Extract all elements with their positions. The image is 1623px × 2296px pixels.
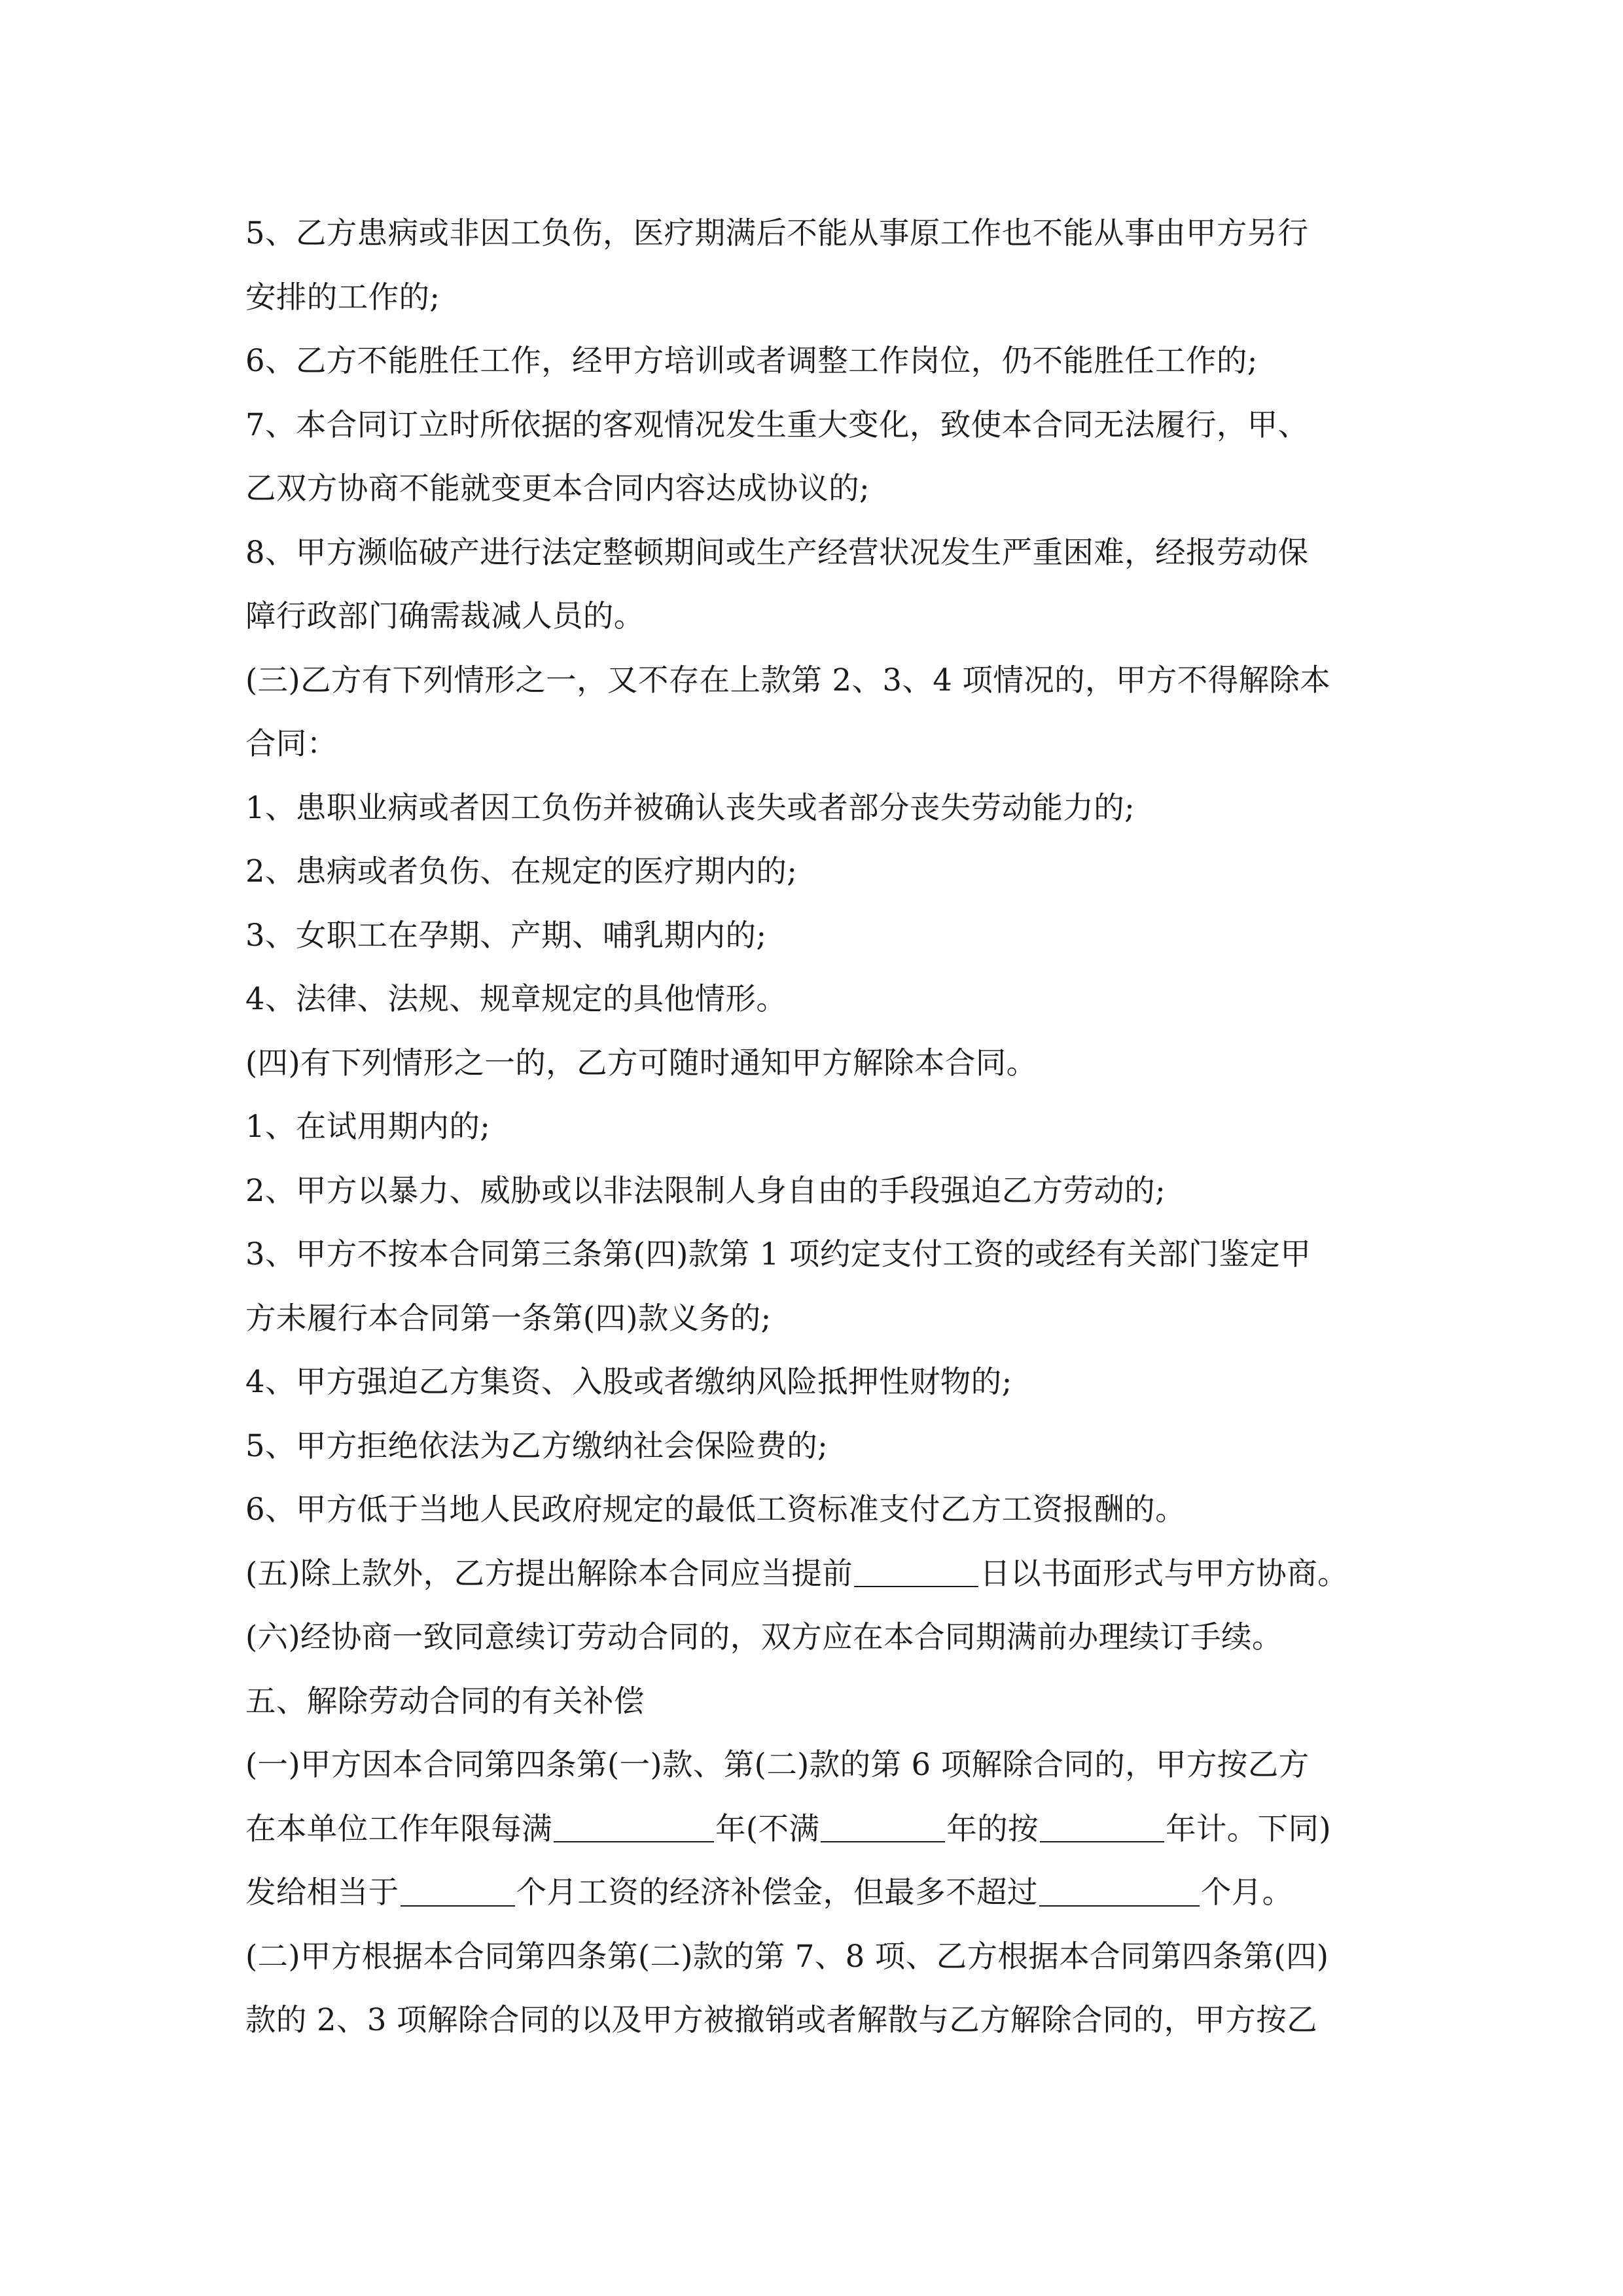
text-line: 3、甲方不按本合同第三条第(四)款第 1 项约定支付工资的或经有关部门鉴定甲 <box>245 1236 1311 1272</box>
text-line: (三)乙方有下列情形之一，又不存在上款第 2、3、4 项情况的，甲方不得解除本 <box>245 662 1331 698</box>
text-line: 合同： <box>245 726 338 761</box>
text-line: 3、女职工在孕期、产期、哺乳期内的; <box>245 917 767 953</box>
text-line: 1、在试用期内的; <box>245 1109 491 1144</box>
text-line: 障行政部门确需裁减人员的。 <box>245 598 645 634</box>
text-line: 5、甲方拒绝依法为乙方缴纳社会保险费的; <box>245 1427 829 1463</box>
section-title: 五、解除劳动合同的有关补偿 <box>245 1683 645 1719</box>
text-segment: 年(不满 <box>715 1810 820 1846</box>
text-line: (四)有下列情形之一的，乙方可随时通知甲方解除本合同。 <box>245 1045 1037 1081</box>
blank-max-months-field[interactable] <box>1039 1874 1200 1907</box>
text-segment: 个月工资的经济补偿金，但最多不超过 <box>516 1874 1038 1910</box>
text-segment: 年计。下同) <box>1165 1810 1331 1846</box>
text-line: 6、乙方不能胜任工作，经甲方培训或者调整工作岗位，仍不能胜任工作的; <box>245 343 1258 378</box>
text-line: 方未履行本合同第一条第(四)款义务的; <box>245 1300 772 1336</box>
text-segment: 年的按 <box>946 1810 1039 1846</box>
blank-less-than-field[interactable] <box>821 1811 945 1843</box>
text-line: 4、甲方强迫乙方集资、入股或者缴纳风险抵押性财物的; <box>245 1364 1012 1399</box>
text-line: 2、甲方以暴力、威胁或以非法限制人身自由的手段强迫乙方劳动的; <box>245 1172 1166 1208</box>
clause-5-line <box>245 1542 1387 1606</box>
compensation-1-line-2 <box>245 1797 1387 1861</box>
text-line: 7、本合同订立时所依据的客观情况发生重大变化，致使本合同无法履行，甲、 <box>245 406 1309 442</box>
blank-count-as-field[interactable] <box>1040 1811 1164 1843</box>
blank-months-field[interactable] <box>401 1874 515 1907</box>
compensation-2-line-1: (二)甲方根据本合同第四条第(二)款的第 7、8 项、乙方根据本合同第四条第(四) <box>245 1938 1329 1974</box>
text-line: 4、法律、法规、规章规定的具他情形。 <box>245 981 787 1016</box>
compensation-1-line-3 <box>245 1861 1387 1925</box>
compensation-2-line-2: 款的 2、3 项解除合同的以及甲方被撤销或者解散与乙方解除合同的，甲方按乙 <box>245 2002 1318 2037</box>
clause-5-text: (五)除上款外，乙方提出解除本合同应当提前 <box>245 1555 853 1591</box>
blank-years-field[interactable] <box>554 1811 714 1843</box>
blank-days-field[interactable] <box>854 1556 978 1588</box>
text-line: 安排的工作的; <box>245 279 440 315</box>
text-line: 2、患病或者负伤、在规定的医疗期内的; <box>245 853 798 889</box>
text-line: 1、患职业病或者因工负伤并被确认丧失或者部分丧失劳动能力的; <box>245 789 1135 825</box>
text-line: 8、甲方濒临破产进行法定整顿期间或生产经营状况发生严重困难，经报劳动保 <box>245 534 1309 570</box>
clause-6-line: (六)经协商一致同意续订劳动合同的，双方应在本合同期满前办理续订手续。 <box>245 1619 1283 1655</box>
text-line: 5、乙方患病或非因工负伤，医疗期满后不能从事原工作也不能从事由甲方另行 <box>245 215 1309 251</box>
text-line: 乙双方协商不能就变更本合同内容达成协议的; <box>245 471 870 506</box>
text-segment: 个月。 <box>1200 1874 1293 1910</box>
text-line: 6、甲方低于当地人民政府规定的最低工资标准支付乙方工资报酬的。 <box>245 1492 1186 1527</box>
document-page <box>245 202 1387 2053</box>
text-segment: 发给相当于 <box>245 1874 399 1910</box>
compensation-1-line-1: (一)甲方因本合同第四条第(一)款、第(二)款的第 6 项解除合同的，甲方按乙方 <box>245 1747 1310 1782</box>
clause-5-text-end: 日以书面形式与甲方协商。 <box>980 1555 1348 1591</box>
text-segment: 在本单位工作年限每满 <box>245 1810 552 1846</box>
